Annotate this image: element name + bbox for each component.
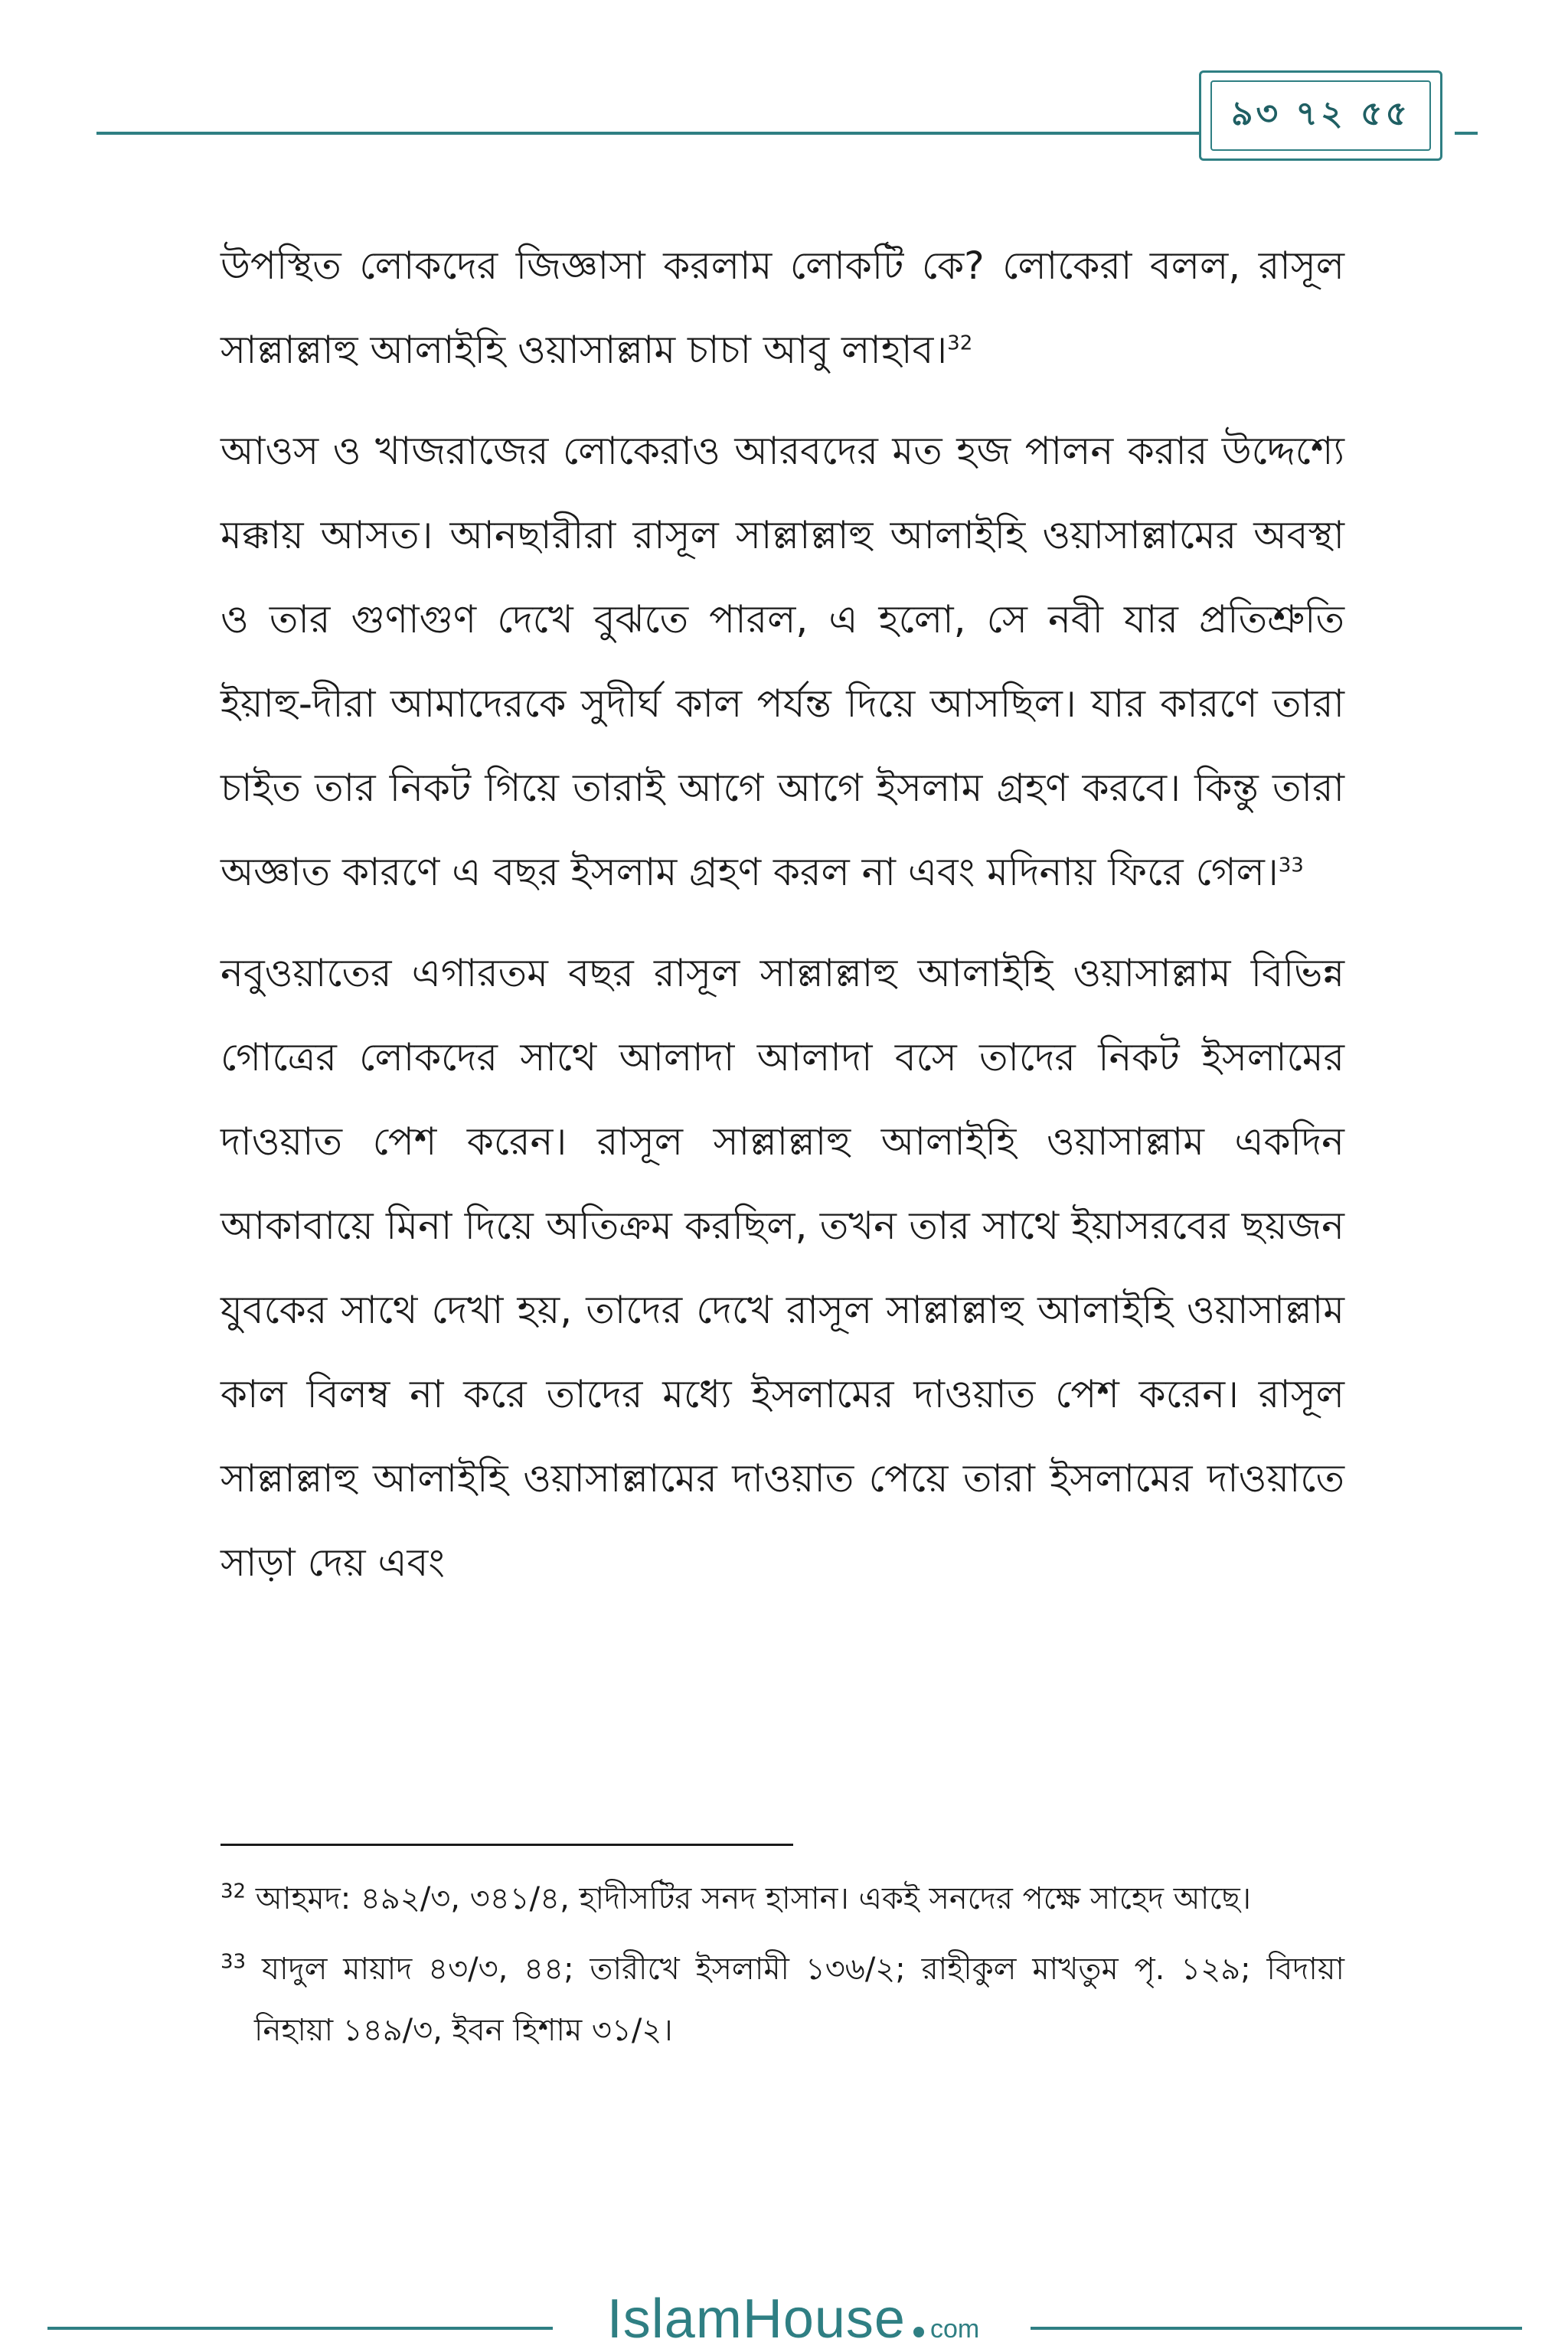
page-number-frame [1210,80,1431,151]
body-text [220,224,1344,1622]
paragraph [220,931,1344,1605]
header-rule [96,132,1210,135]
paragraph-text: আওস ও খাজরাজের লোকেরাও আরবদের মত হজ পালন করার উদ্দেশ্যে মক্কায় আসত। আনছারীরা রাসূল সাল্লাল্লাহু আলাইহি ওয়াসাল্লামের অবস্থা ও তার গুণাগুণ দেখে বুঝতে পারল, এ হলো, সে নবী যার প্রতিশ্রুতি ইয়াহু-দীরা আমাদেরকে সুদীর্ঘ কাল পর্যন্ত দিয়ে আসছিল। যার কারণে তারা চাইত তার নিকট গিয়ে তারাই আগে আগে ইসলাম গ্রহণ করবে। কিন্তু তারা অজ্ঞাত কারণে এ বছর ইসলাম গ্রহণ করল না এবং মদিনায় ফিরে গেল। [220,429,1344,894]
brand-name: IslamHouse [606,2288,906,2350]
page-number: ৯৩ ৭২ ৫৫ [1230,93,1411,133]
footer-rule-left [47,2327,553,2330]
paragraph [220,224,1344,392]
footer-rule-right [1031,2327,1522,2330]
footnote-number: 33 [220,1950,247,1974]
footnote-number: 32 [220,1880,247,1903]
footnotes [220,1868,1344,2070]
footnote-ref[interactable]: 33 [1278,854,1304,877]
footnote-ref[interactable]: 32 [947,332,973,355]
footnote-text: আহমদ: ৪৯২/৩, ৩৪১/৪, হাদীসটির সনদ হাসান। একই সনদের পক্ষে সাহেদ আছে। [255,1881,1252,1916]
footnote-separator [220,1844,793,1846]
footnote-text: যাদুল মায়াদ ৪৩/৩, ৪৪; তারীখে ইসলামী ১৩৬/২; রাহীকুল মাখতুম পৃ. ১২৯; বিদায়া নিহায়া ১৪৯/৩, ইবন হিশাম ৩১/২। [254,1952,1344,2048]
brand-domain: com [929,2314,980,2344]
paragraph-text: উপস্থিত লোকদের জিজ্ঞাসা করলাম লোকটি কে? লোকেরা বলল, রাসূল সাল্লাল্লাহু আলাইহি ওয়াসাল্লাম চাচা আবু লাহাব। [220,243,1344,372]
paragraph [220,409,1344,914]
footnote [220,1939,1344,2061]
paragraph-text: নবুওয়াতের এগারতম বছর রাসূল সাল্লাল্লাহু আলাইহি ওয়াসাল্লাম বিভিন্ন গোত্রের লোকদের সাথে আলাদা আলাদা বসে তাদের নিকট ইসলামের দাওয়াত পেশ করেন। রাসূল সাল্লাল্লাহু আলাইহি ওয়াসাল্লাম একদিন আকাবায়ে মিনা দিয়ে অতিক্রম করছিল, তখন তার সাথে ইয়াসরবের ছয়জন যুবকের সাথে দেখা হয়, তাদের দেখে রাসূল সাল্লাল্লাহু আলাইহি ওয়াসাল্লাম কাল বিলম্ব না করে তাদের মধ্যে ইসলামের দাওয়াত পেশ করেন। রাসূল সাল্লাল্লাহু আলাইহি ওয়াসাল্লামের দাওয়াত পেয়ে তারা ইসলামের দাওয়াতে সাড়া দেয় এবং [220,951,1344,1585]
islamhouse-logo[interactable] [564,2288,1023,2349]
footnote [220,1868,1344,1929]
header-rule-end [1455,132,1478,135]
brand-dot-icon [913,2327,924,2337]
page-number-badge [1199,70,1442,161]
